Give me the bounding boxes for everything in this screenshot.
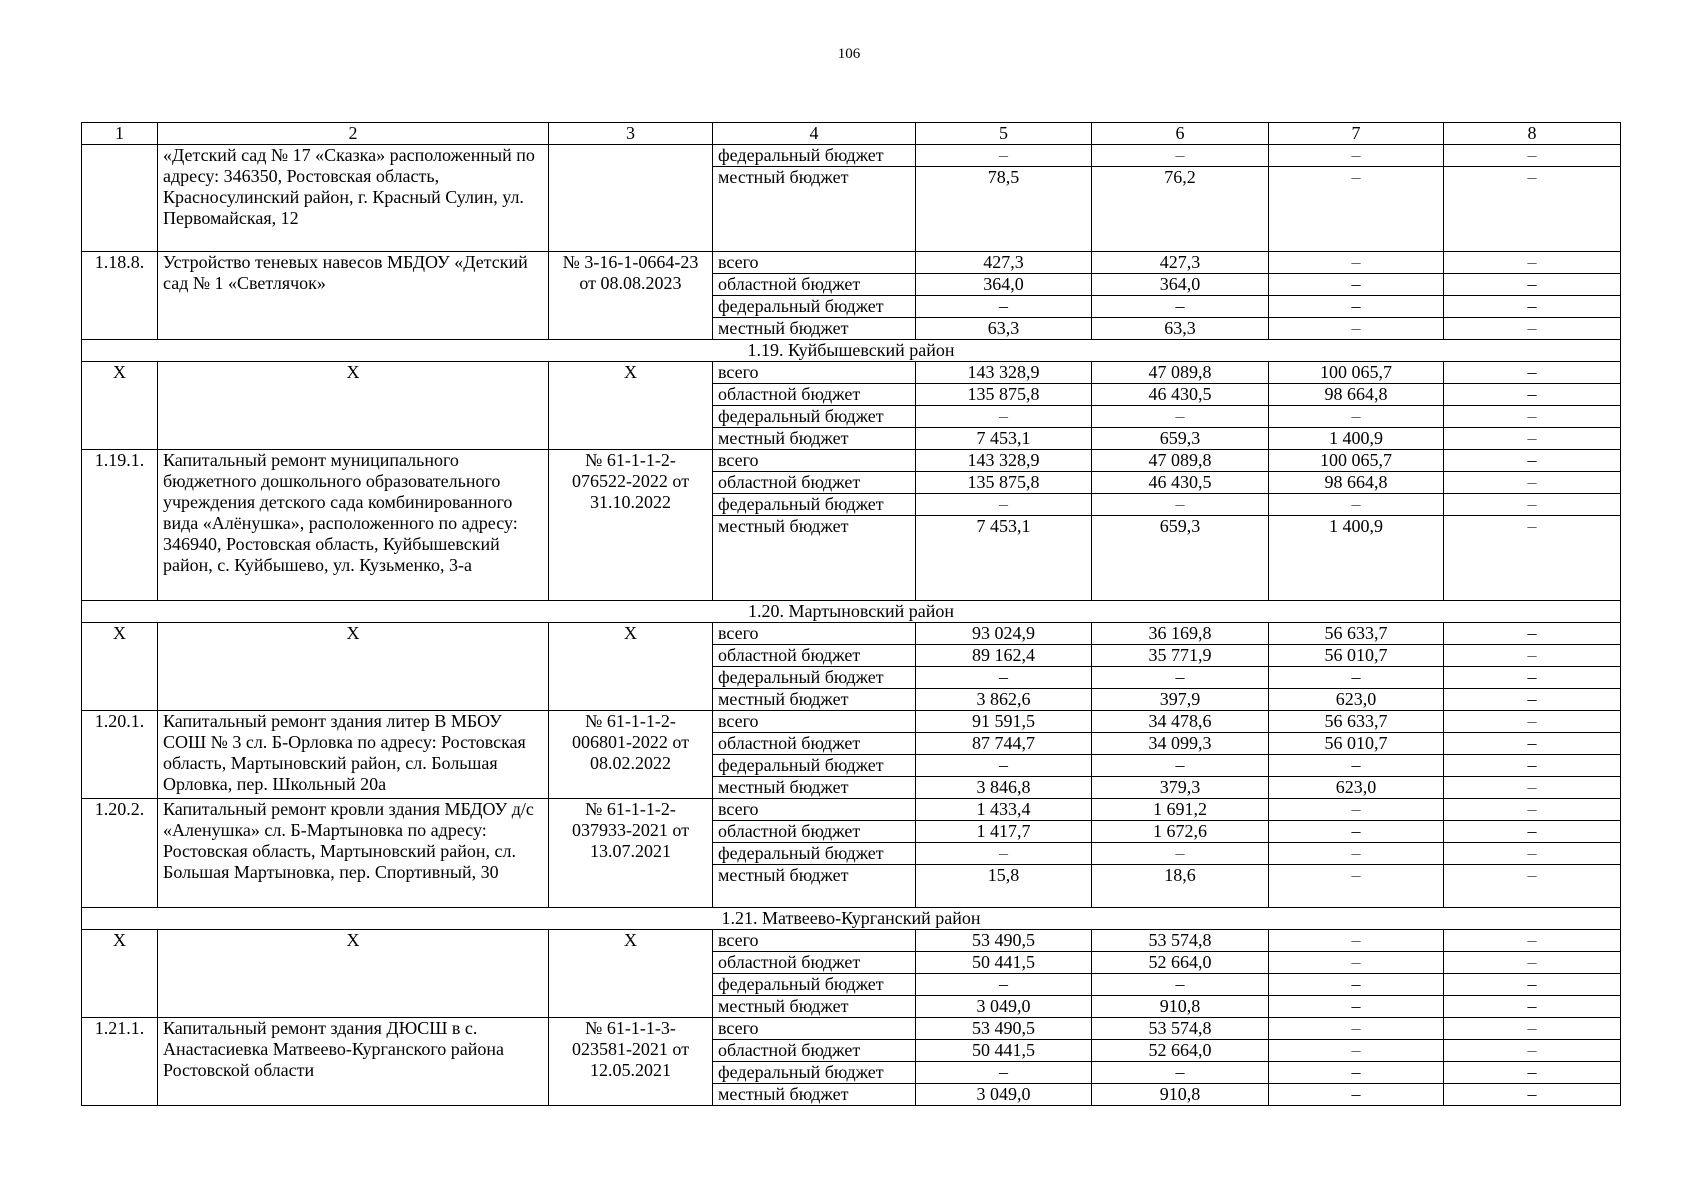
value-cell: 52 664,0 bbox=[1092, 1040, 1269, 1062]
budget-label: всего bbox=[713, 450, 916, 472]
value-cell: – bbox=[1444, 843, 1621, 865]
budget-label: федеральный бюджет bbox=[713, 755, 916, 777]
value-cell: – bbox=[1444, 145, 1621, 167]
budget-table bbox=[81, 122, 1621, 1106]
section-title: 1.21. Матвеево-Курганский район bbox=[82, 908, 1621, 930]
value-cell: – bbox=[1444, 1084, 1621, 1106]
budget-label: местный бюджет bbox=[713, 689, 916, 711]
row-number: Х bbox=[82, 930, 158, 1018]
value-cell: 135 875,8 bbox=[916, 384, 1092, 406]
value-cell: 56 010,7 bbox=[1269, 733, 1444, 755]
value-cell: 1 433,4 bbox=[916, 799, 1092, 821]
row-number: 1.21.1. bbox=[82, 1018, 158, 1106]
value-cell: 53 490,5 bbox=[916, 1018, 1092, 1040]
value-cell: – bbox=[1092, 406, 1269, 428]
value-cell: 659,3 bbox=[1092, 428, 1269, 450]
value-cell: – bbox=[1092, 296, 1269, 318]
column-header: 7 bbox=[1269, 123, 1444, 145]
document-ref: Х bbox=[549, 623, 713, 711]
document-ref: № 61-1-1-2- 076522-2022 от 31.10.2022 bbox=[549, 450, 713, 601]
row-number: 1.19.1. bbox=[82, 450, 158, 601]
column-header: 8 bbox=[1444, 123, 1621, 145]
value-cell: – bbox=[916, 667, 1092, 689]
value-cell: 1 400,9 bbox=[1269, 516, 1444, 601]
value-cell: – bbox=[916, 843, 1092, 865]
value-cell: 135 875,8 bbox=[916, 472, 1092, 494]
value-cell: – bbox=[1444, 667, 1621, 689]
column-header: 5 bbox=[916, 123, 1092, 145]
value-cell: – bbox=[1444, 384, 1621, 406]
value-cell: – bbox=[1269, 667, 1444, 689]
value-cell: 623,0 bbox=[1269, 777, 1444, 799]
column-header: 6 bbox=[1092, 123, 1269, 145]
value-cell: – bbox=[1444, 755, 1621, 777]
value-cell: 63,3 bbox=[1092, 318, 1269, 340]
document-ref: № 61-1-1-2- 006801-2022 от 08.02.2022 bbox=[549, 711, 713, 799]
value-cell: – bbox=[1444, 821, 1621, 843]
object-name: Устройство теневых навесов МБДОУ «Детский сад № 1 «Светлячок» bbox=[158, 252, 549, 340]
value-cell: 3 049,0 bbox=[916, 1084, 1092, 1106]
value-cell: 100 065,7 bbox=[1269, 362, 1444, 384]
value-cell: – bbox=[916, 494, 1092, 516]
value-cell: – bbox=[1269, 274, 1444, 296]
object-name: Капитальный ремонт муниципального бюджетного дошкольного образовательного учреждения детского сада комбинированного вида «Алёнушка», расположенного по адресу: 346940, Ростовская область, Куйбышевский район, с. Куйбышево, ул. Кузьменко, 3-а bbox=[158, 450, 549, 601]
value-cell: – bbox=[1092, 843, 1269, 865]
value-cell: – bbox=[1444, 362, 1621, 384]
budget-label: всего bbox=[713, 362, 916, 384]
budget-label: местный бюджет bbox=[713, 865, 916, 908]
value-cell: 910,8 bbox=[1092, 996, 1269, 1018]
budget-label: местный бюджет bbox=[713, 516, 916, 601]
value-cell: 34 478,6 bbox=[1092, 711, 1269, 733]
value-cell: – bbox=[1444, 952, 1621, 974]
column-header: 2 bbox=[158, 123, 549, 145]
value-cell: 47 089,8 bbox=[1092, 362, 1269, 384]
value-cell: – bbox=[916, 296, 1092, 318]
value-cell: – bbox=[1444, 516, 1621, 601]
budget-label: местный бюджет bbox=[713, 777, 916, 799]
value-cell: 427,3 bbox=[916, 252, 1092, 274]
value-cell: – bbox=[1269, 843, 1444, 865]
column-header-row bbox=[82, 123, 1621, 145]
object-name: Х bbox=[158, 362, 549, 450]
value-cell: – bbox=[1444, 645, 1621, 667]
row-number: Х bbox=[82, 623, 158, 711]
value-cell: – bbox=[1269, 1062, 1444, 1084]
value-cell: 46 430,5 bbox=[1092, 384, 1269, 406]
value-cell: – bbox=[1444, 318, 1621, 340]
column-header: 4 bbox=[713, 123, 916, 145]
value-cell: 427,3 bbox=[1092, 252, 1269, 274]
value-cell: 98 664,8 bbox=[1269, 384, 1444, 406]
value-cell: – bbox=[1444, 274, 1621, 296]
value-cell: 7 453,1 bbox=[916, 428, 1092, 450]
value-cell: 379,3 bbox=[1092, 777, 1269, 799]
value-cell: – bbox=[1444, 865, 1621, 908]
value-cell: – bbox=[1444, 252, 1621, 274]
row-number bbox=[82, 145, 158, 252]
budget-label: всего bbox=[713, 252, 916, 274]
budget-label: областной бюджет bbox=[713, 1040, 916, 1062]
value-cell: – bbox=[1269, 865, 1444, 908]
value-cell: – bbox=[1444, 711, 1621, 733]
value-cell: – bbox=[1092, 1062, 1269, 1084]
value-cell: 1 672,6 bbox=[1092, 821, 1269, 843]
value-cell: – bbox=[1444, 167, 1621, 252]
value-cell: 46 430,5 bbox=[1092, 472, 1269, 494]
budget-label: федеральный бюджет bbox=[713, 494, 916, 516]
document-ref: № 61-1-1-2- 037933-2021 от 13.07.2021 bbox=[549, 799, 713, 908]
document-ref: Х bbox=[549, 930, 713, 1018]
table-row bbox=[82, 711, 1621, 733]
value-cell: – bbox=[916, 974, 1092, 996]
column-header: 1 bbox=[82, 123, 158, 145]
budget-label: федеральный бюджет bbox=[713, 1062, 916, 1084]
value-cell: – bbox=[1444, 450, 1621, 472]
object-name: Капитальный ремонт здания ДЮСШ в с. Анастасиевка Матвеево-Курганского района Ростовской области bbox=[158, 1018, 549, 1106]
value-cell: – bbox=[1269, 296, 1444, 318]
value-cell: 1 691,2 bbox=[1092, 799, 1269, 821]
table-row bbox=[82, 252, 1621, 274]
value-cell: – bbox=[916, 755, 1092, 777]
value-cell: 397,9 bbox=[1092, 689, 1269, 711]
value-cell: 91 591,5 bbox=[916, 711, 1092, 733]
value-cell: – bbox=[1444, 472, 1621, 494]
budget-label: областной бюджет bbox=[713, 733, 916, 755]
budget-label: всего bbox=[713, 930, 916, 952]
value-cell: 50 441,5 bbox=[916, 1040, 1092, 1062]
document-ref: № 3-16-1-0664-23 от 08.08.2023 bbox=[549, 252, 713, 340]
table-row bbox=[82, 145, 1621, 167]
value-cell: 659,3 bbox=[1092, 516, 1269, 601]
column-header: 3 bbox=[549, 123, 713, 145]
value-cell: – bbox=[1269, 996, 1444, 1018]
document-ref: № 61-1-1-3- 023581-2021 от 12.05.2021 bbox=[549, 1018, 713, 1106]
object-name: Х bbox=[158, 623, 549, 711]
value-cell: 3 049,0 bbox=[916, 996, 1092, 1018]
value-cell: – bbox=[1092, 145, 1269, 167]
value-cell: – bbox=[1269, 145, 1444, 167]
object-name: Х bbox=[158, 930, 549, 1018]
object-name: Капитальный ремонт здания литер В МБОУ СОШ № 3 сл. Б-Орловка по адресу: Ростовская область, Мартыновский район, сл. Большая Орловка, пер. Школьный 20а bbox=[158, 711, 549, 799]
budget-label: федеральный бюджет bbox=[713, 667, 916, 689]
value-cell: – bbox=[1444, 689, 1621, 711]
value-cell: 35 771,9 bbox=[1092, 645, 1269, 667]
value-cell: 52 664,0 bbox=[1092, 952, 1269, 974]
row-number: 1.20.2. bbox=[82, 799, 158, 908]
value-cell: 3 846,8 bbox=[916, 777, 1092, 799]
value-cell: – bbox=[1269, 318, 1444, 340]
value-cell: – bbox=[1444, 1018, 1621, 1040]
value-cell: – bbox=[1444, 623, 1621, 645]
value-cell: – bbox=[1444, 296, 1621, 318]
value-cell: 34 099,3 bbox=[1092, 733, 1269, 755]
value-cell: 623,0 bbox=[1269, 689, 1444, 711]
budget-label: всего bbox=[713, 711, 916, 733]
page-number: 106 bbox=[837, 46, 861, 62]
budget-label: федеральный бюджет bbox=[713, 145, 916, 167]
budget-label: местный бюджет bbox=[713, 996, 916, 1018]
value-cell: 89 162,4 bbox=[916, 645, 1092, 667]
value-cell: 78,5 bbox=[916, 167, 1092, 252]
value-cell: – bbox=[1269, 167, 1444, 252]
budget-label: федеральный бюджет bbox=[713, 843, 916, 865]
value-cell: – bbox=[1269, 930, 1444, 952]
budget-label: всего bbox=[713, 799, 916, 821]
value-cell: – bbox=[1269, 406, 1444, 428]
value-cell: – bbox=[1269, 1018, 1444, 1040]
value-cell: 87 744,7 bbox=[916, 733, 1092, 755]
budget-label: областной бюджет bbox=[713, 472, 916, 494]
value-cell: 910,8 bbox=[1092, 1084, 1269, 1106]
value-cell: – bbox=[1269, 952, 1444, 974]
budget-label: областной бюджет bbox=[713, 645, 916, 667]
value-cell: 18,6 bbox=[1092, 865, 1269, 908]
value-cell: 15,8 bbox=[916, 865, 1092, 908]
value-cell: – bbox=[1444, 1062, 1621, 1084]
value-cell: 100 065,7 bbox=[1269, 450, 1444, 472]
section-title: 1.20. Мартыновский район bbox=[82, 601, 1621, 623]
budget-label: федеральный бюджет bbox=[713, 406, 916, 428]
budget-label: местный бюджет bbox=[713, 1084, 916, 1106]
section-row bbox=[82, 908, 1621, 930]
table-row bbox=[82, 930, 1621, 952]
value-cell: 36 169,8 bbox=[1092, 623, 1269, 645]
value-cell: – bbox=[1269, 1084, 1444, 1106]
row-number: 1.20.1. bbox=[82, 711, 158, 799]
document-ref: Х bbox=[549, 362, 713, 450]
value-cell: – bbox=[1269, 494, 1444, 516]
table-row bbox=[82, 362, 1621, 384]
value-cell: 53 574,8 bbox=[1092, 1018, 1269, 1040]
value-cell: – bbox=[1269, 821, 1444, 843]
value-cell: 143 328,9 bbox=[916, 362, 1092, 384]
value-cell: – bbox=[1444, 494, 1621, 516]
budget-label: федеральный бюджет bbox=[713, 974, 916, 996]
value-cell: 53 490,5 bbox=[916, 930, 1092, 952]
document-ref bbox=[549, 145, 713, 252]
table-row bbox=[82, 1018, 1621, 1040]
value-cell: – bbox=[1444, 799, 1621, 821]
value-cell: 143 328,9 bbox=[916, 450, 1092, 472]
section-row bbox=[82, 601, 1621, 623]
budget-label: всего bbox=[713, 1018, 916, 1040]
value-cell: – bbox=[1444, 733, 1621, 755]
value-cell: – bbox=[916, 406, 1092, 428]
value-cell: – bbox=[1444, 428, 1621, 450]
value-cell: 47 089,8 bbox=[1092, 450, 1269, 472]
value-cell: 53 574,8 bbox=[1092, 930, 1269, 952]
value-cell: – bbox=[1092, 494, 1269, 516]
section-row bbox=[82, 340, 1621, 362]
value-cell: 364,0 bbox=[1092, 274, 1269, 296]
value-cell: 76,2 bbox=[1092, 167, 1269, 252]
budget-label: местный бюджет bbox=[713, 428, 916, 450]
value-cell: – bbox=[1269, 799, 1444, 821]
value-cell: – bbox=[1269, 1040, 1444, 1062]
budget-label: областной бюджет bbox=[713, 384, 916, 406]
value-cell: 63,3 bbox=[916, 318, 1092, 340]
budget-label: федеральный бюджет bbox=[713, 296, 916, 318]
value-cell: – bbox=[1444, 777, 1621, 799]
value-cell: – bbox=[1269, 252, 1444, 274]
budget-label: областной бюджет bbox=[713, 952, 916, 974]
value-cell: – bbox=[916, 1062, 1092, 1084]
table-row bbox=[82, 450, 1621, 472]
value-cell: – bbox=[1269, 755, 1444, 777]
budget-label: местный бюджет bbox=[713, 318, 916, 340]
table-row bbox=[82, 799, 1621, 821]
row-number: Х bbox=[82, 362, 158, 450]
value-cell: 56 010,7 bbox=[1269, 645, 1444, 667]
value-cell: – bbox=[1444, 1040, 1621, 1062]
value-cell: – bbox=[1092, 974, 1269, 996]
budget-label: местный бюджет bbox=[713, 167, 916, 252]
budget-label: областной бюджет bbox=[713, 821, 916, 843]
object-name: «Детский сад № 17 «Сказка» расположенный по адресу: 346350, Ростовская область, Красносулинский район, г. Красный Сулин, ул. Первомайская, 12 bbox=[158, 145, 549, 252]
value-cell: 7 453,1 bbox=[916, 516, 1092, 601]
value-cell: 98 664,8 bbox=[1269, 472, 1444, 494]
value-cell: 56 633,7 bbox=[1269, 623, 1444, 645]
value-cell: 364,0 bbox=[916, 274, 1092, 296]
budget-label: всего bbox=[713, 623, 916, 645]
section-title: 1.19. Куйбышевский район bbox=[82, 340, 1621, 362]
value-cell: 56 633,7 bbox=[1269, 711, 1444, 733]
value-cell: 1 417,7 bbox=[916, 821, 1092, 843]
value-cell: – bbox=[1444, 930, 1621, 952]
value-cell: – bbox=[1444, 996, 1621, 1018]
value-cell: – bbox=[916, 145, 1092, 167]
value-cell: – bbox=[1444, 974, 1621, 996]
value-cell: 93 024,9 bbox=[916, 623, 1092, 645]
value-cell: 50 441,5 bbox=[916, 952, 1092, 974]
value-cell: 3 862,6 bbox=[916, 689, 1092, 711]
object-name: Капитальный ремонт кровли здания МБДОУ д/с «Аленушка» сл. Б-Мартыновка по адресу: Ростовская область, Мартыновский район, сл. Большая Мартыновка, пер. Спортивный, 30 bbox=[158, 799, 549, 908]
value-cell: – bbox=[1092, 667, 1269, 689]
value-cell: – bbox=[1269, 974, 1444, 996]
value-cell: – bbox=[1444, 406, 1621, 428]
value-cell: – bbox=[1092, 755, 1269, 777]
table-row bbox=[82, 623, 1621, 645]
value-cell: 1 400,9 bbox=[1269, 428, 1444, 450]
row-number: 1.18.8. bbox=[82, 252, 158, 340]
budget-label: областной бюджет bbox=[713, 274, 916, 296]
